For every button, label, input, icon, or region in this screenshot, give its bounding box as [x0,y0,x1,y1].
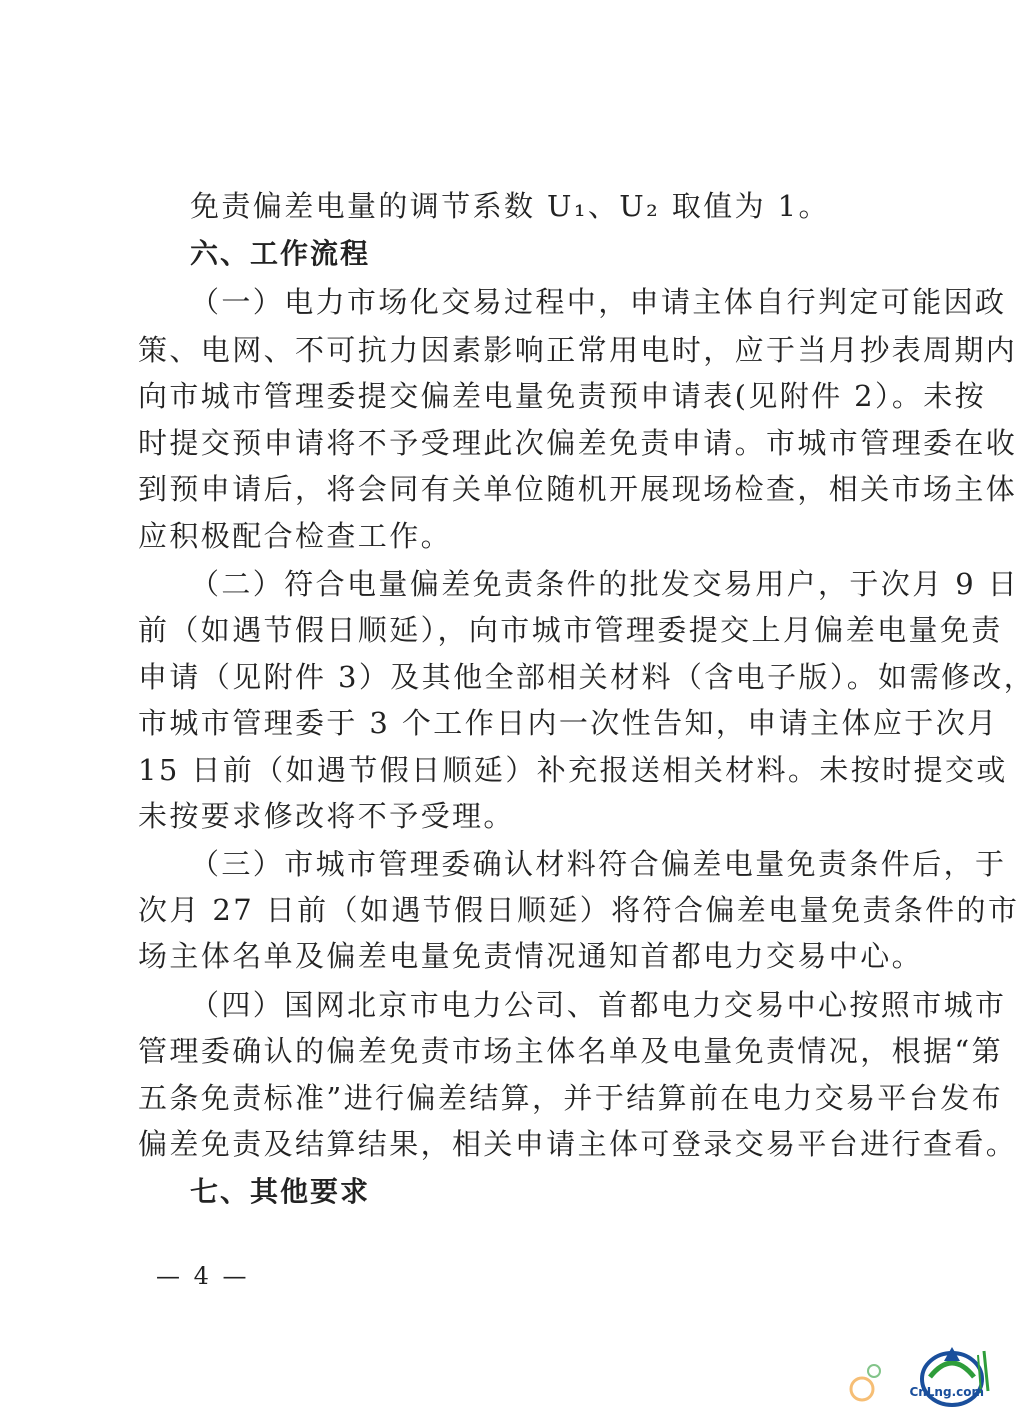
paragraph-line: 场主体名单及偏差电量免责情况通知首都电力交易中心。 [138,939,924,973]
watermark-logo [844,1331,994,1409]
paragraph-line: 前（如遇节假日顺延），向市城市管理委提交上月偏差电量免责 [138,613,1003,647]
paragraph-line: 次月 27 日前（如遇节假日顺延）将符合偏差电量免责条件的市 [138,893,1020,927]
page-number: — 4 — [156,1262,250,1290]
paragraph-line: 免责偏差电量的调节系数 U₁、U₂ 取值为 1。 [190,189,830,223]
paragraph-line: （一）电力市场化交易过程中，申请主体自行判定可能因政 [190,285,1007,319]
paragraph-line: 时提交预申请将不予受理此次偏差免责申请。市城市管理委在收 [138,426,1018,460]
paragraph-line: 管理委确认的偏差免责市场主体名单及电量免责情况，根据“第 [138,1034,1004,1068]
paragraph-line: 五条免责标准”进行偏差结算，并于结算前在电力交易平台发布 [138,1081,1004,1115]
paragraph-line: 未按要求修改将不予受理。 [138,799,515,833]
paragraph-line: 市城市管理委于 3 个工作日内一次性告知，申请主体应于次月 [138,706,999,740]
paragraph-line: 到预申请后，将会同有关单位随机开展现场检查，相关市场主体 [138,472,1018,506]
paragraph-line: （四）国网北京市电力公司、首都电力交易中心按照市城市 [190,988,1007,1022]
paragraph-line: 申请（见附件 3）及其他全部相关材料（含电子版）。如需修改， [138,660,1035,694]
section-heading-6: 六、工作流程 [190,237,371,270]
paragraph-line: （三）市城市管理委确认材料符合偏差电量免责条件后，于 [190,847,1007,881]
watermark-text: CnLng.com [909,1385,984,1399]
section-heading-7: 七、其他要求 [190,1175,371,1208]
paragraph-line: 15 日前（如遇节假日顺延）补充报送相关材料。未按时提交或 [138,753,1008,787]
paragraph-line: 策、电网、不可抗力因素影响正常用电时，应于当月抄表周期内 [138,333,1018,367]
paragraph-line: 偏差免责及结算结果，相关申请主体可登录交易平台进行查看。 [138,1127,1018,1161]
paragraph-line: （二）符合电量偏差免责条件的批发交易用户，于次月 9 日 [190,567,1020,601]
paragraph-line: 应积极配合检查工作。 [138,519,453,553]
paragraph-line: 向市城市管理委提交偏差电量免责预申请表(见附件 2）。未按 [138,379,987,413]
